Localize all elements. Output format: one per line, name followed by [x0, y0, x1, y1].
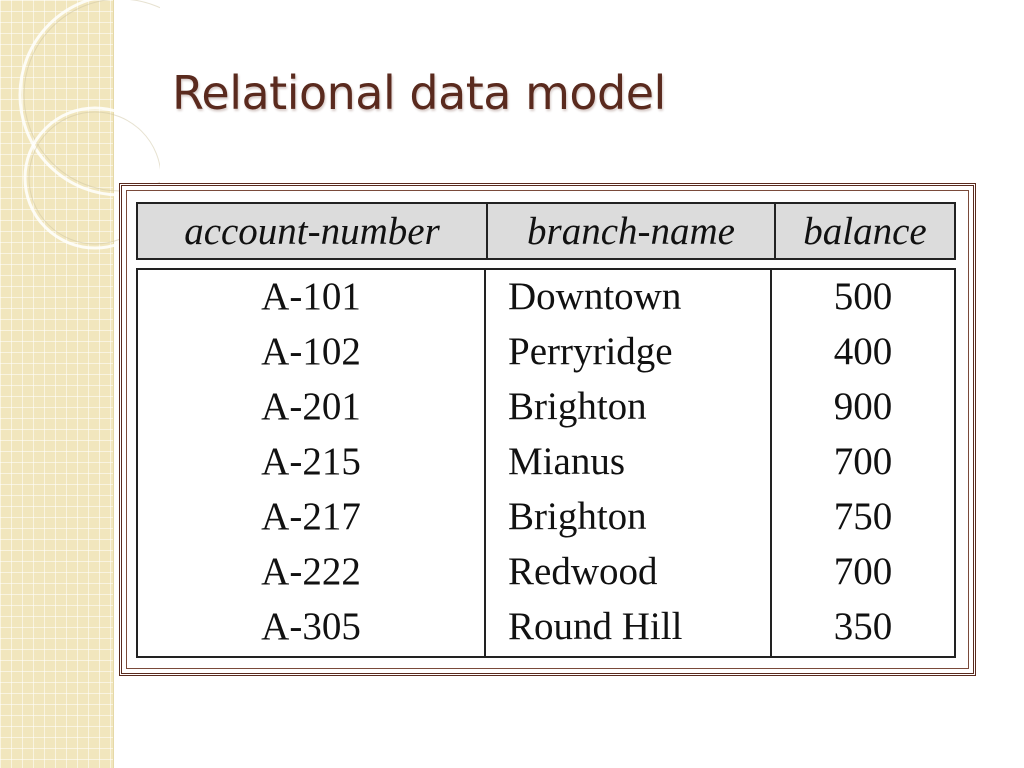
- table-cell: A-201: [261, 385, 361, 428]
- table-cell: A-222: [261, 550, 361, 593]
- table-cell: Brighton: [508, 385, 647, 428]
- table-cell: A-305: [261, 605, 361, 648]
- table-cell: 700: [833, 550, 893, 593]
- table-cell: Downtown: [508, 275, 682, 318]
- table-cell: A-217: [261, 495, 361, 538]
- table-cell: Redwood: [508, 550, 658, 593]
- table-cell: 400: [833, 330, 893, 373]
- column-balance: [772, 270, 954, 656]
- table-cell: Brighton: [508, 495, 647, 538]
- column-branch-name: [486, 270, 772, 656]
- table-cell: A-102: [261, 330, 361, 373]
- table-header: [136, 202, 956, 260]
- column-header-balance: balance: [803, 209, 927, 253]
- column-header-account-number: account-number: [138, 204, 488, 258]
- table-body: [136, 268, 956, 658]
- table-cell: 750: [833, 495, 893, 538]
- sidebar-decoration: [0, 0, 114, 768]
- slide-title: Relational data model: [172, 66, 666, 120]
- table-cell: 500: [833, 275, 893, 318]
- table-cell: Perryridge: [508, 330, 673, 373]
- table-cell: A-101: [261, 275, 361, 318]
- table-cell: Mianus: [508, 440, 625, 483]
- table-cell: A-215: [261, 440, 361, 483]
- table-cell: 900: [833, 385, 893, 428]
- table-cell: 350: [833, 605, 893, 648]
- column-account-number: [138, 270, 486, 656]
- table-cell: 700: [833, 440, 893, 483]
- column-header-branch-name: branch-name: [488, 204, 776, 258]
- table-cell: Round Hill: [508, 605, 683, 648]
